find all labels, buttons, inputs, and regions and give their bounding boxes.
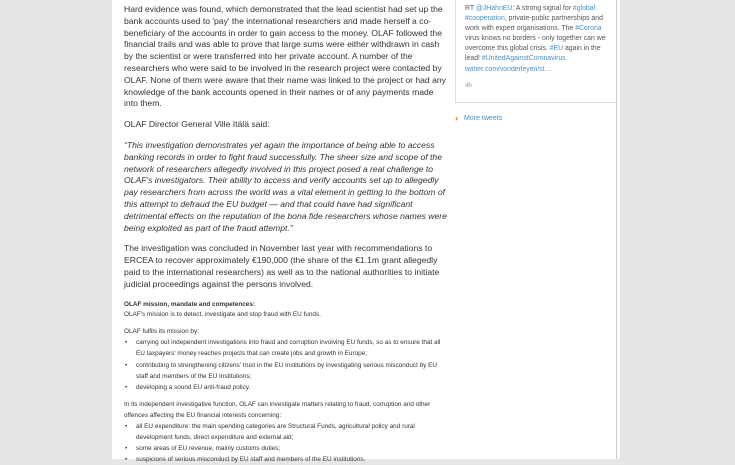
tweet-card bbox=[455, 0, 617, 103]
list-item: • contributing to strengthening citizens' trust in the EU Institutions by investigating serious misconduct by EU staff and members of the EU Institutions; bbox=[125, 361, 438, 380]
tweet-text: RT @JHahnEU: A strong signal for #global #cooperation, private-public partnerships and work with expert organisations. The #Corona virus knows no borders - only together can we overcome this global crisis. #EU again in the lead! #UnitedAgainstCoronavirus twitter.com/vonderleyen/st… bbox=[465, 5, 606, 73]
mention-link[interactable]: @JHahnEU bbox=[475, 5, 513, 12]
list-item: • developing a sound EU anti-fraud policy. bbox=[125, 383, 251, 391]
list-item: • all EU expenditure: the main spending categories are Structural Funds, agricultural policy and rural development funds, direct expenditure and external aid; bbox=[125, 422, 415, 442]
article-paragraph: OLAF Director General Ville Itälä said: bbox=[124, 119, 270, 130]
fulfils-intro: OLAF fulfils its mission by: bbox=[124, 328, 199, 336]
twitter-sidebar bbox=[455, 0, 617, 123]
hashtag-link[interactable]: #UnitedAgainstCoronavirus bbox=[481, 55, 566, 63]
list-item: • carrying out independent investigations into fraud and corruption involving EU funds, so as to ensure that all EU taxpayers' money reaches projects that can create jobs and growth in Europe; bbox=[125, 339, 441, 358]
tweet-timestamp[interactable]: 4h bbox=[465, 82, 472, 89]
independent-list bbox=[124, 421, 447, 465]
mission-line: OLAF's mission is to detect, investigate and stop fraud with EU funds. bbox=[124, 311, 321, 319]
fulfils-list bbox=[124, 337, 447, 392]
hashtag-link[interactable]: #global bbox=[572, 5, 596, 12]
mission-heading: OLAF mission, mandate and competences: bbox=[124, 300, 256, 308]
more-tweets-label: More tweets bbox=[464, 114, 503, 122]
article-paragraph: The investigation was concluded in November last year with recommendations to ERCEA to recover approximately €190,000 (the share of the €1.1m grant allegedly paid to the international researchers) as well as to the national authorities to initiate judicial proceedings against the persons involved. bbox=[124, 243, 440, 289]
hashtag-link[interactable]: #Corona bbox=[575, 25, 602, 33]
list-item: • suspicions of serious misconduct by EU staff and members of the EU institutions. bbox=[125, 456, 366, 464]
tweet-url-link[interactable]: twitter.com/vonderleyen/st… bbox=[465, 65, 552, 73]
chevron-right-icon: › bbox=[455, 113, 458, 123]
article-paragraph: Hard evidence was found, which demonstrated that the lead scientist had set up the bank accounts used to 'pay' the international researchers and made herself a co-beneficiary of the accounts in order to gain access to the money. OLAF followed the financial trails and was able to prove that large sums were either withdrawn in cash by the scientist or were transferred into her private account. A number of the researchers who were said to be involved in the research project were contacted by OLAF. None of them were aware that their name was linked to the project or had any knowledge of the bank accounts opened in their names or of any payments made into them. bbox=[124, 4, 446, 109]
independent-intro: In its independent investigative function, OLAF can investigate matters relating to fraud, corruption and other offences affecting the EU financial interests concerning: bbox=[124, 400, 431, 419]
list-item: • some areas of EU revenue, mainly customs duties; bbox=[125, 445, 281, 453]
article-body bbox=[124, 4, 447, 465]
hashtag-link[interactable]: #EU bbox=[549, 45, 564, 53]
more-tweets-link[interactable] bbox=[455, 113, 617, 123]
director-quote: “This investigation demonstrates yet again the importance of being able to access banking records in order to fight fraud successfully. The sheer size and scope of the network of researchers allegedly involved in this project posed a real challenge to OLAF's investigators. Their ability to access and verify accounts set up to allegedly pay researchers from across the world was a vital element in getting to the bottom of this attempt to defraud the EU budget — and that could have had significant detrimental effects on the reputation of the bona fide researchers whose names were being exploited as part of the fraud attempt.” bbox=[124, 139, 447, 233]
sidebar-divider bbox=[616, 0, 617, 459]
hashtag-link[interactable]: #cooperation bbox=[465, 15, 505, 23]
